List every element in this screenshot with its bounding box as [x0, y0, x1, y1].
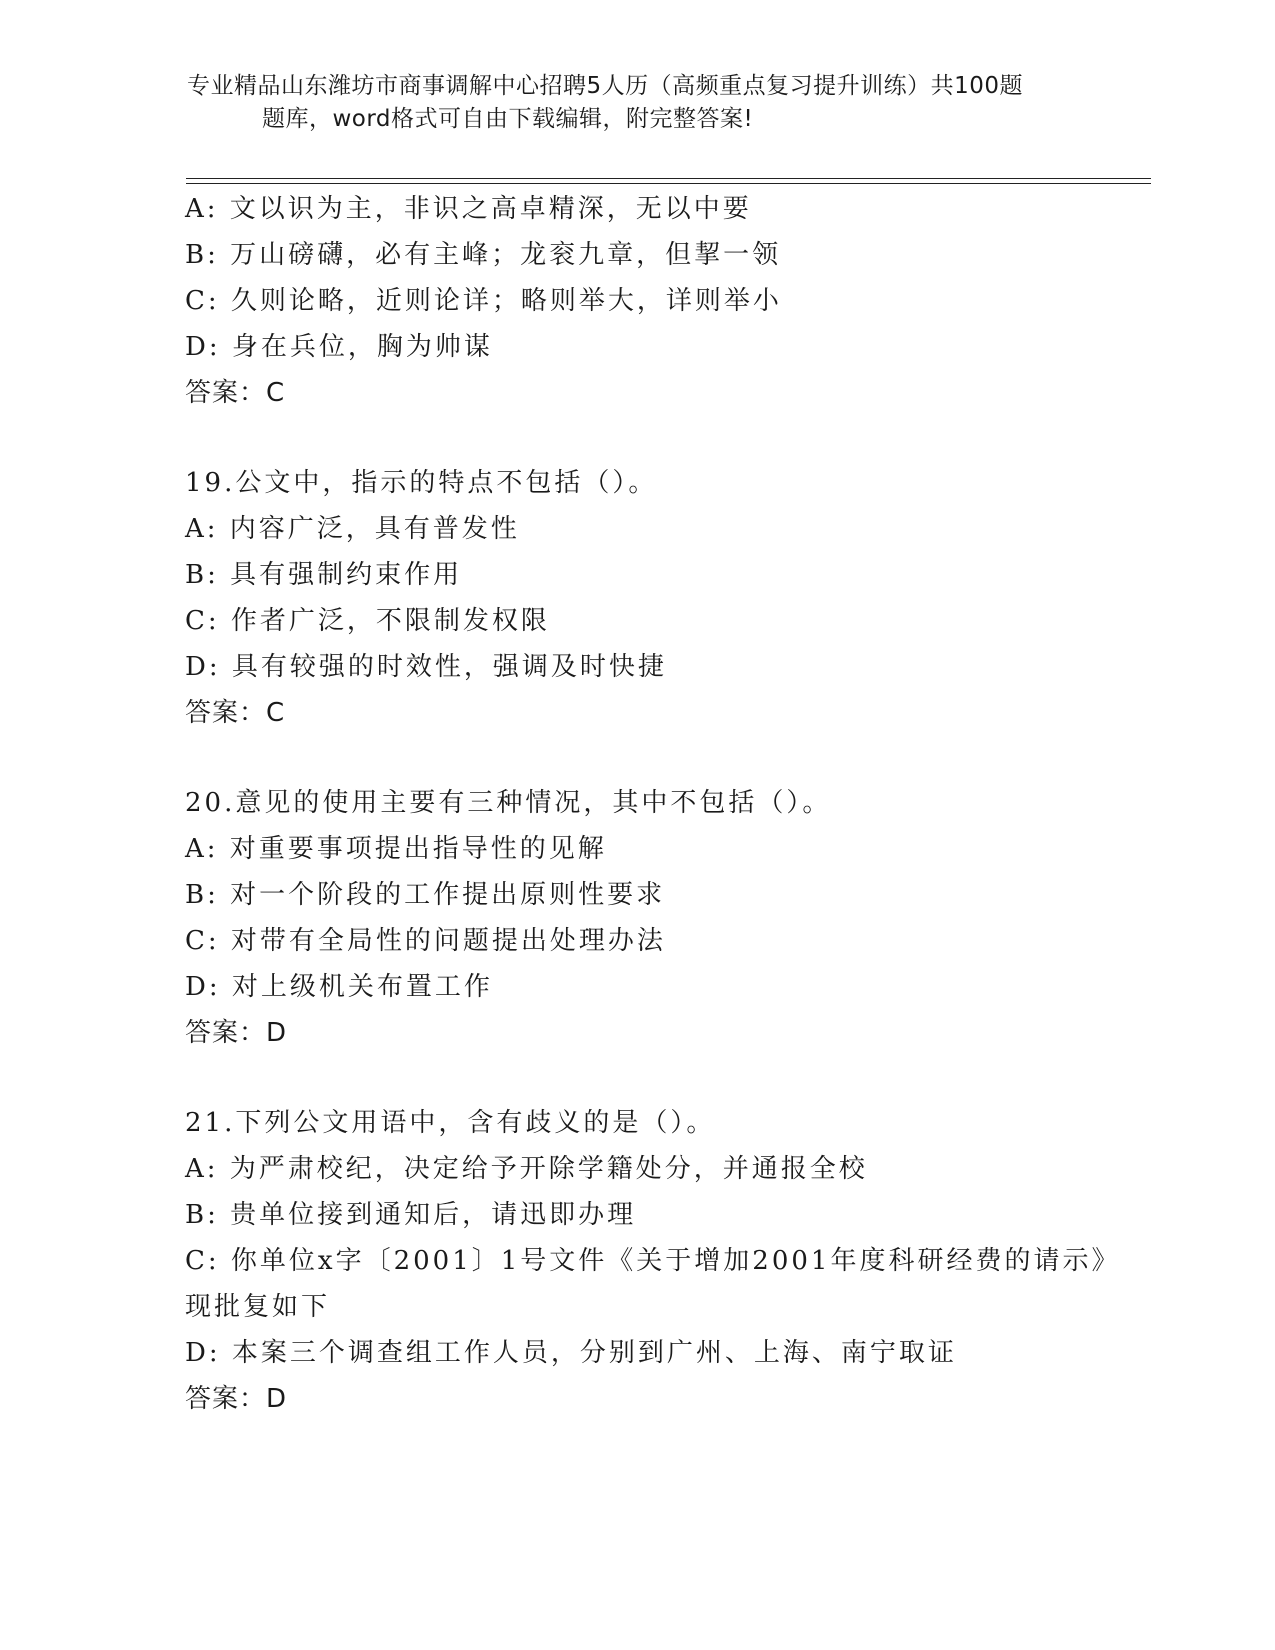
option-a: A: 为严肃校纪，决定给予开除学籍处分，并通报全校	[185, 1154, 868, 1184]
header-line-2: 题库，word格式可自由下载编辑，附完整答案!	[262, 106, 754, 132]
option-d: D: 身在兵位，胸为帅谋	[185, 332, 493, 362]
option-d: D: 本案三个调查组工作人员，分别到广州、上海、南宁取证	[185, 1338, 957, 1368]
option-b: B: 对一个阶段的工作提出原则性要求	[185, 880, 666, 910]
answer: 答案：D	[185, 1018, 288, 1048]
question-19	[185, 460, 1145, 736]
answer: 答案：C	[185, 378, 286, 408]
option-b: B: 具有强制约束作用	[185, 560, 463, 590]
question-20	[185, 780, 1145, 1056]
option-c: C: 你单位x字〔2001〕1号文件《关于增加2001年度科研经费的请示》现批复如下	[185, 1246, 1121, 1322]
header-divider	[186, 178, 1151, 179]
question-stem: 20.意见的使用主要有三种情况，其中不包括（）。	[185, 788, 832, 818]
option-d: D: 对上级机关布置工作	[185, 972, 493, 1002]
option-b: B: 贵单位接到通知后，请迅即办理	[185, 1200, 637, 1230]
document-header	[150, 70, 1100, 136]
option-c: C: 对带有全局性的问题提出处理办法	[185, 926, 666, 956]
question-stem: 19.公文中，指示的特点不包括（）。	[185, 468, 658, 498]
option-d: D: 具有较强的时效性，强调及时快捷	[185, 652, 667, 682]
option-a: A: 内容广泛，具有普发性	[185, 514, 520, 544]
question-fragment	[185, 186, 1145, 416]
question-21	[185, 1100, 1145, 1422]
option-c: C: 作者广泛，不限制发权限	[185, 606, 550, 636]
option-a: A: 文以识为主，非识之高卓精深，无以中要	[185, 194, 752, 224]
answer: 答案：D	[185, 1384, 288, 1414]
option-c: C: 久则论略，近则论详；略则举大，详则举小	[185, 286, 782, 316]
option-b: B: 万山磅礴，必有主峰；龙衮九章，但挈一领	[185, 240, 782, 270]
option-a: A: 对重要事项提出指导性的见解	[185, 834, 607, 864]
question-stem: 21.下列公文用语中，含有歧义的是（）。	[185, 1108, 716, 1138]
question-content	[185, 186, 1145, 1422]
answer: 答案：C	[185, 698, 286, 728]
header-divider-2	[186, 183, 1151, 184]
header-line-1: 专业精品山东潍坊市商事调解中心招聘5人历（高频重点复习提升训练）共100题	[187, 73, 1024, 99]
